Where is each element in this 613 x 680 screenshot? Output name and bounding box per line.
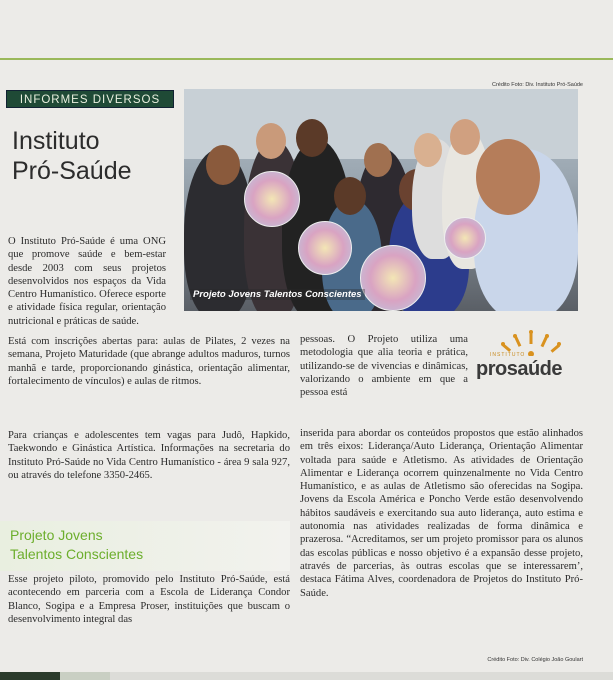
paragraph-inscriptions: Está com inscrições abertas para: aulas de Pilates, 2 vezes na semana, Projeto Maturidade (que abrange adultos maduros, turnos manhã e tarde, proporcionando ginástica, orientação alimentar, fortalecimento de vínculos) e aulas de ritmos. [8,336,290,387]
section-tag: INFORMES DIVERSOS [6,90,174,108]
logo-subtitle: INSTITUTO [490,352,526,358]
title-line-2: Pró-Saúde [12,157,132,185]
paragraph-axes: inserida para abordar os conteúdos propostos que estão alinhados em três eixos: Liderança/Auto Liderança, Orientação Alimentar voltada para saúde e Atletismo. As atividades de Orientação Alimentar e Liderança ocorrem quinzenalmente no Vida Centro Humanístico, e as aulas de Atletismo são oferecidas na Sogipa. Jovens da Escola América e Poncho Verde estão desenvolvendo hábitos saudáveis e exercitando sua auto liderança, auto estima e autonomia nas atividades realizadas de forma dinâmica e prazerosa. “Acreditamos, ser um projeto promissor para os alunos das escolas públicas e nosso objetivo é a expansão desse projeto, através de parcerias, às outras escolas que se interessarem’, destaca Fátima Alves, coordenadora de Projetos do Instituto Pró-Saúde. [300,428,583,599]
logo-wordmark: prosaúde [476,358,563,380]
photo-caption: Projeto Jovens Talentos Conscientes [190,289,365,300]
subheading-line-2: Talentos Conscientes [10,546,144,562]
title-line-1: Instituto [12,127,100,155]
subheading-line-1: Projeto Jovens [10,527,103,543]
subheading [10,526,143,564]
bottom-strip [0,672,613,680]
paragraph-children: Para crianças e adolescentes tem vagas para Judô, Hapkido, Taekwondo e Ginástica Artística. Informações na secretaria do Instituto Pró-Saúde no Vida Centro Humanístico - área 9 sala 927, ou através do telefone 3350-2465. [8,430,290,481]
paragraph-intro: O Instituto Pró-Saúde é uma ONG que promove saúde e bem-estar desde 2003 com seus projetos desenvolvidos nos espaços da Vida Centro Humanístico. Oferece esporte e atividade física regular, orientação nutricional e práticas de saúde. [8,236,166,327]
photo-credit-top: Crédito Foto: Div. Instituto Pró-Saúde [492,82,583,88]
paragraph-pilot: Esse projeto piloto, promovido pelo Instituto Pró-Saúde, está acontecendo em parceria com a Escola de Liderança Condor Blanco, Sogipa e a Empresa Proser, instituições que buscam o desenvolvimento integral das [8,574,290,625]
article-title [12,126,177,186]
paragraph-methodology: pessoas. O Projeto utiliza uma metodologia que alia teoria e prática, utilizando-se de vivencias e dinâmicas, valorizando o ambiente em que a pessoa está [300,334,468,399]
group-photo [184,89,578,311]
prosaude-logo [470,330,582,390]
photo-credit-bottom: Crédito Foto: Div. Colégio João Goulart [487,657,583,663]
top-rule [0,58,613,60]
